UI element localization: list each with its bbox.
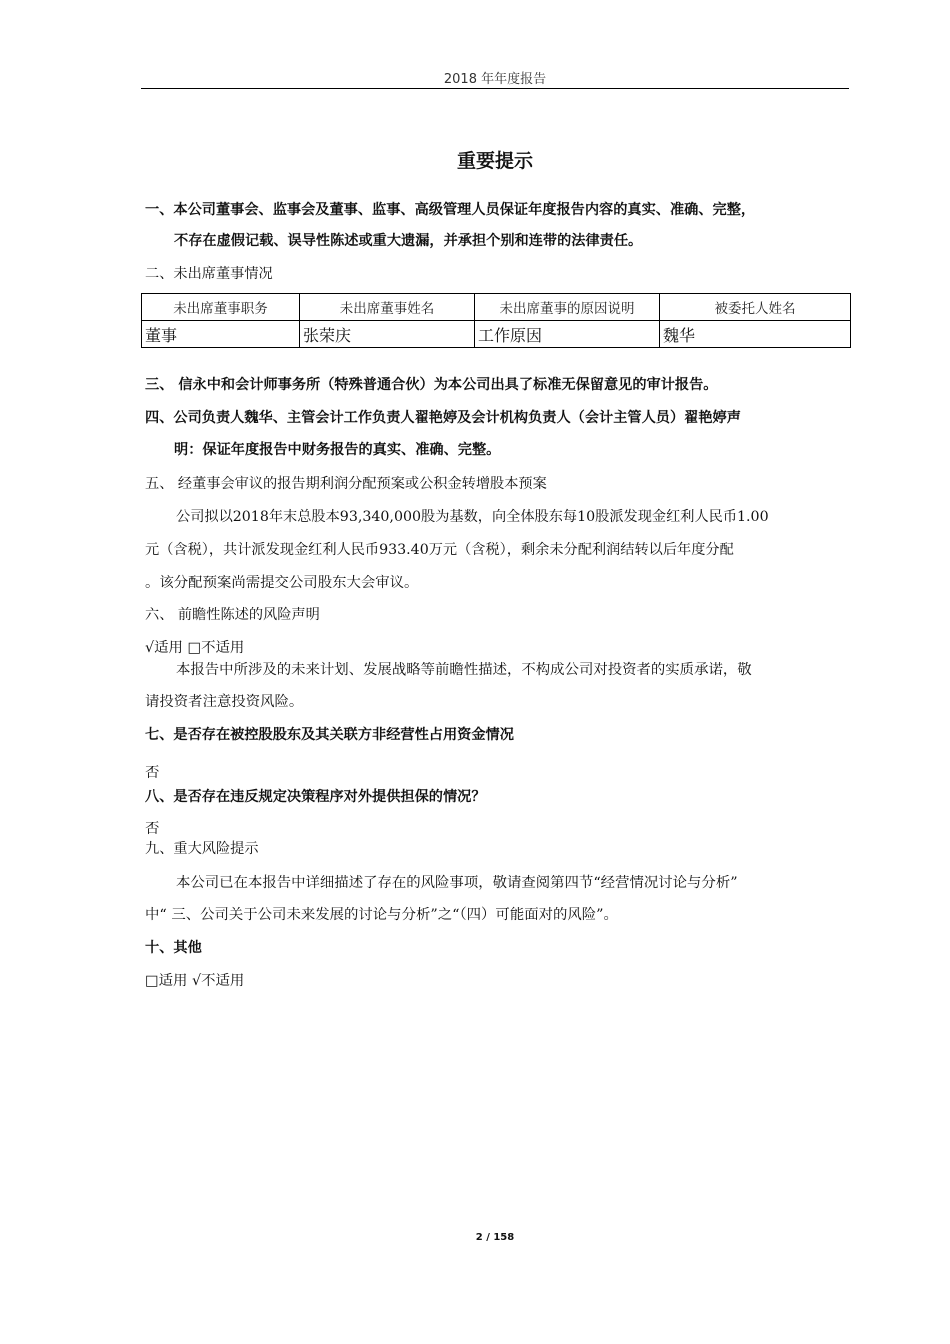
table-header-row xyxy=(142,294,851,321)
header-rule xyxy=(141,88,849,89)
absent-directors-table xyxy=(141,293,851,348)
table-row xyxy=(142,321,851,348)
table-header-cell: 未出席董事姓名 xyxy=(300,294,475,321)
section-8-answer: 否 xyxy=(145,821,160,837)
table-cell: 董事 xyxy=(142,321,300,348)
section-10-applicability: □适用 √不适用 xyxy=(145,973,245,989)
table-cell: 张荣庆 xyxy=(300,321,475,348)
section-10-heading: 十、其他 xyxy=(145,940,202,956)
section-9-line-1: 本公司已在本报告中详细描述了存在的风险事项，敬请查阅第四节“经营情况讨论与分析” xyxy=(176,875,738,891)
running-header: 2018 年年度报告 xyxy=(443,72,547,87)
section-2-heading: 二、未出席董事情况 xyxy=(145,266,273,282)
table-header-cell: 未出席董事职务 xyxy=(142,294,300,321)
section-5-line-2: 元（含税），共计派发现金红利人民币933.40万元（含税），剩余未分配利润结转以后年度分配 xyxy=(145,542,734,558)
section-5-line-3: 。该分配预案尚需提交公司股东大会审议。 xyxy=(145,575,419,591)
table-cell: 工作原因 xyxy=(475,321,660,348)
section-5-heading: 五、 经董事会审议的报告期利润分配预案或公积金转增股本预案 xyxy=(145,476,547,492)
section-9-heading: 九、重大风险提示 xyxy=(145,841,259,857)
table-cell: 魏华 xyxy=(660,321,851,348)
section-7-heading: 七、是否存在被控股股东及其关联方非经营性占用资金情况 xyxy=(145,727,514,743)
table-header-cell: 被委托人姓名 xyxy=(660,294,851,321)
section-5-line-1: 公司拟以2018年末总股本93,340,000股为基数，向全体股东每10股派发现金红利人民币1.00 xyxy=(176,509,769,525)
section-3-text: 三、 信永中和会计师事务所（特殊普通合伙）为本公司出具了标准无保留意见的审计报告。 xyxy=(145,377,718,393)
section-4-line-1: 四、公司负责人魏华、主管会计工作负责人翟艳婷及会计机构负责人（会计主管人员）翟艳婷声 xyxy=(145,410,741,426)
section-7-answer: 否 xyxy=(145,765,160,781)
section-6-line-2: 请投资者注意投资风险。 xyxy=(145,694,304,710)
section-6-applicability: √适用 □不适用 xyxy=(145,640,245,656)
section-1-line-2: 不存在虚假记载、误导性陈述或重大遗漏，并承担个别和连带的法律责任。 xyxy=(174,233,643,249)
section-6-line-1: 本报告中所涉及的未来计划、发展战略等前瞻性描述，不构成公司对投资者的实质承诺，敬 xyxy=(176,662,752,678)
page-title: 重要提示 xyxy=(456,150,533,172)
section-1-line-1: 一、本公司董事会、监事会及董事、监事、高级管理人员保证年度报告内容的真实、准确、完整， xyxy=(145,202,756,218)
section-8-heading: 八、是否存在违反规定决策程序对外提供担保的情况？ xyxy=(145,789,486,805)
section-4-line-2: 明：保证年度报告中财务报告的真实、准确、完整。 xyxy=(174,442,501,458)
section-6-heading: 六、 前瞻性陈述的风险声明 xyxy=(145,607,320,623)
section-9-line-2: 中“ 三、公司关于公司未来发展的讨论与分析”之“（四）可能面对的风险”。 xyxy=(145,907,618,923)
page-number: 2 / 158 xyxy=(475,1232,515,1243)
table-header-cell: 未出席董事的原因说明 xyxy=(475,294,660,321)
